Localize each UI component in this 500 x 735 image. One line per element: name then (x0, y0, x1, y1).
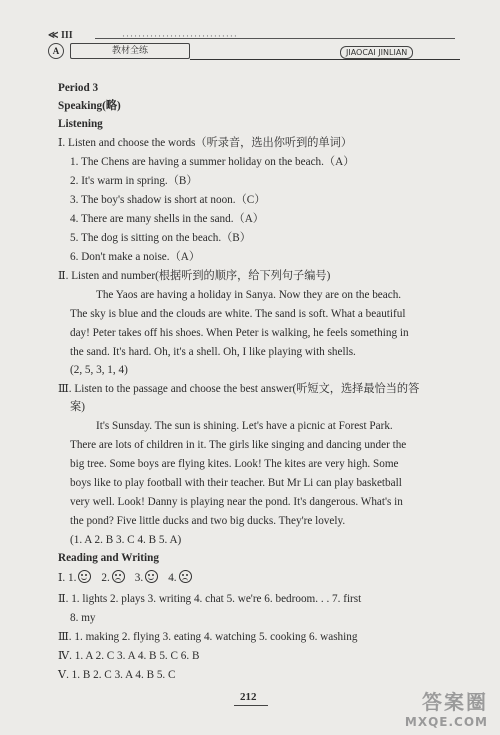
text-line: (1. A 2. B 3. C 4. B 5. A) (70, 534, 182, 546)
face-number: 3. (134, 572, 144, 584)
text-line: The sky is blue and the clouds are white. The sand is soft. What a beautiful (70, 308, 406, 320)
text-line: day! Peter takes off his shoes. When Peter is walking, he feels something in (70, 327, 409, 339)
page-header (40, 30, 460, 64)
sad-face-icon (112, 570, 125, 583)
series-logo-icon: A (48, 43, 64, 59)
text-line: boys like to play football with their teacher. But Mr Li can play basketball (70, 477, 402, 489)
series-title: 教材全练 (70, 43, 190, 59)
text-line: It's Sunsday. The sun is shining. Let's have a picnic at Forest Park. (96, 420, 393, 432)
text-line: Ⅲ. Listen to the passage and choose the best answer(听短文，选择最恰当的答 (58, 383, 420, 395)
text-line: 3. The boy's shadow is short at noon.（C） (70, 194, 266, 206)
text-line: Listening (58, 118, 103, 130)
watermark (405, 686, 488, 729)
face-number: 4. (168, 572, 177, 584)
text-line: Ⅱ. 1. lights 2. plays 3. writing 4. chat 5. we're 6. bedroom. . . 7. first (58, 593, 362, 605)
text-line: Ⅳ. 1. A 2. C 3. A 4. B 5. C 6. B (58, 650, 200, 662)
text-line: (2, 5, 3, 1, 4) (70, 364, 128, 376)
page-number-underline (234, 705, 268, 706)
text-line: 案) (70, 401, 85, 413)
face-number: 1. (68, 572, 77, 584)
smiley-face-icon (145, 570, 158, 583)
faces-label: Ⅰ. (58, 572, 66, 584)
header-marks: ≪ III (48, 30, 73, 41)
text-line: 4. There are many shells in the sand.（A） (70, 213, 264, 225)
page-number-text: 212 (240, 691, 257, 703)
watermark-logo-text: 答案圈 (422, 690, 488, 714)
smiley-face-icon (78, 570, 91, 583)
text-line: the sand. It's hard. Oh, it's a shell. Oh, I like playing with shells. (70, 346, 356, 358)
text-line: the pond? Five little ducks and two big ducks. They're lovely. (70, 515, 346, 527)
text-line: 8. my (70, 612, 96, 624)
text-line: Speaking(略) (58, 100, 121, 112)
text-line: Ⅴ. 1. B 2. C 3. A 4. B 5. C (58, 669, 176, 681)
text-line: Reading and Writing (58, 552, 159, 564)
text-line: 1. The Chens are having a summer holiday on the beach.（A） (70, 156, 355, 168)
text-line: 5. The dog is sitting on the beach.（B） (70, 232, 251, 244)
text-line: Ⅲ. 1. making 2. flying 3. eating 4. watching 5. cooking 6. washing (58, 631, 358, 643)
text-line: Ⅰ. Listen and choose the words（听录音，选出你听到的单词） (58, 137, 353, 149)
header-dots: ····························· (122, 31, 238, 41)
text-line: There are lots of children in it. The girls like singing and dancing under the (70, 439, 407, 451)
text-line: Ⅱ. Listen and number(根据听到的顺序，给下列句子编号) (58, 270, 331, 282)
faces-row (58, 570, 192, 585)
page-number (240, 691, 257, 703)
text-line: very well. Look! Danny is playing near the pond. It's dangerous. What's in (70, 496, 403, 508)
text-line: 6. Don't make a noise.（A） (70, 251, 201, 263)
text-line: The Yaos are having a holiday in Sanya. Now they are on the beach. (96, 289, 402, 301)
series-pinyin: JIAOCAI JINLIAN (340, 46, 413, 59)
sad-face-icon (179, 570, 192, 583)
text-line: big tree. Some boys are flying kites. Look! The kites are very high. Some (70, 458, 399, 470)
watermark-url: MXQE.COM (404, 715, 488, 729)
header-bottom-rule (190, 59, 460, 60)
text-line: 2. It's warm in spring.（B） (70, 175, 198, 187)
text-line: Period 3 (58, 82, 99, 94)
face-number: 2. (101, 572, 110, 584)
